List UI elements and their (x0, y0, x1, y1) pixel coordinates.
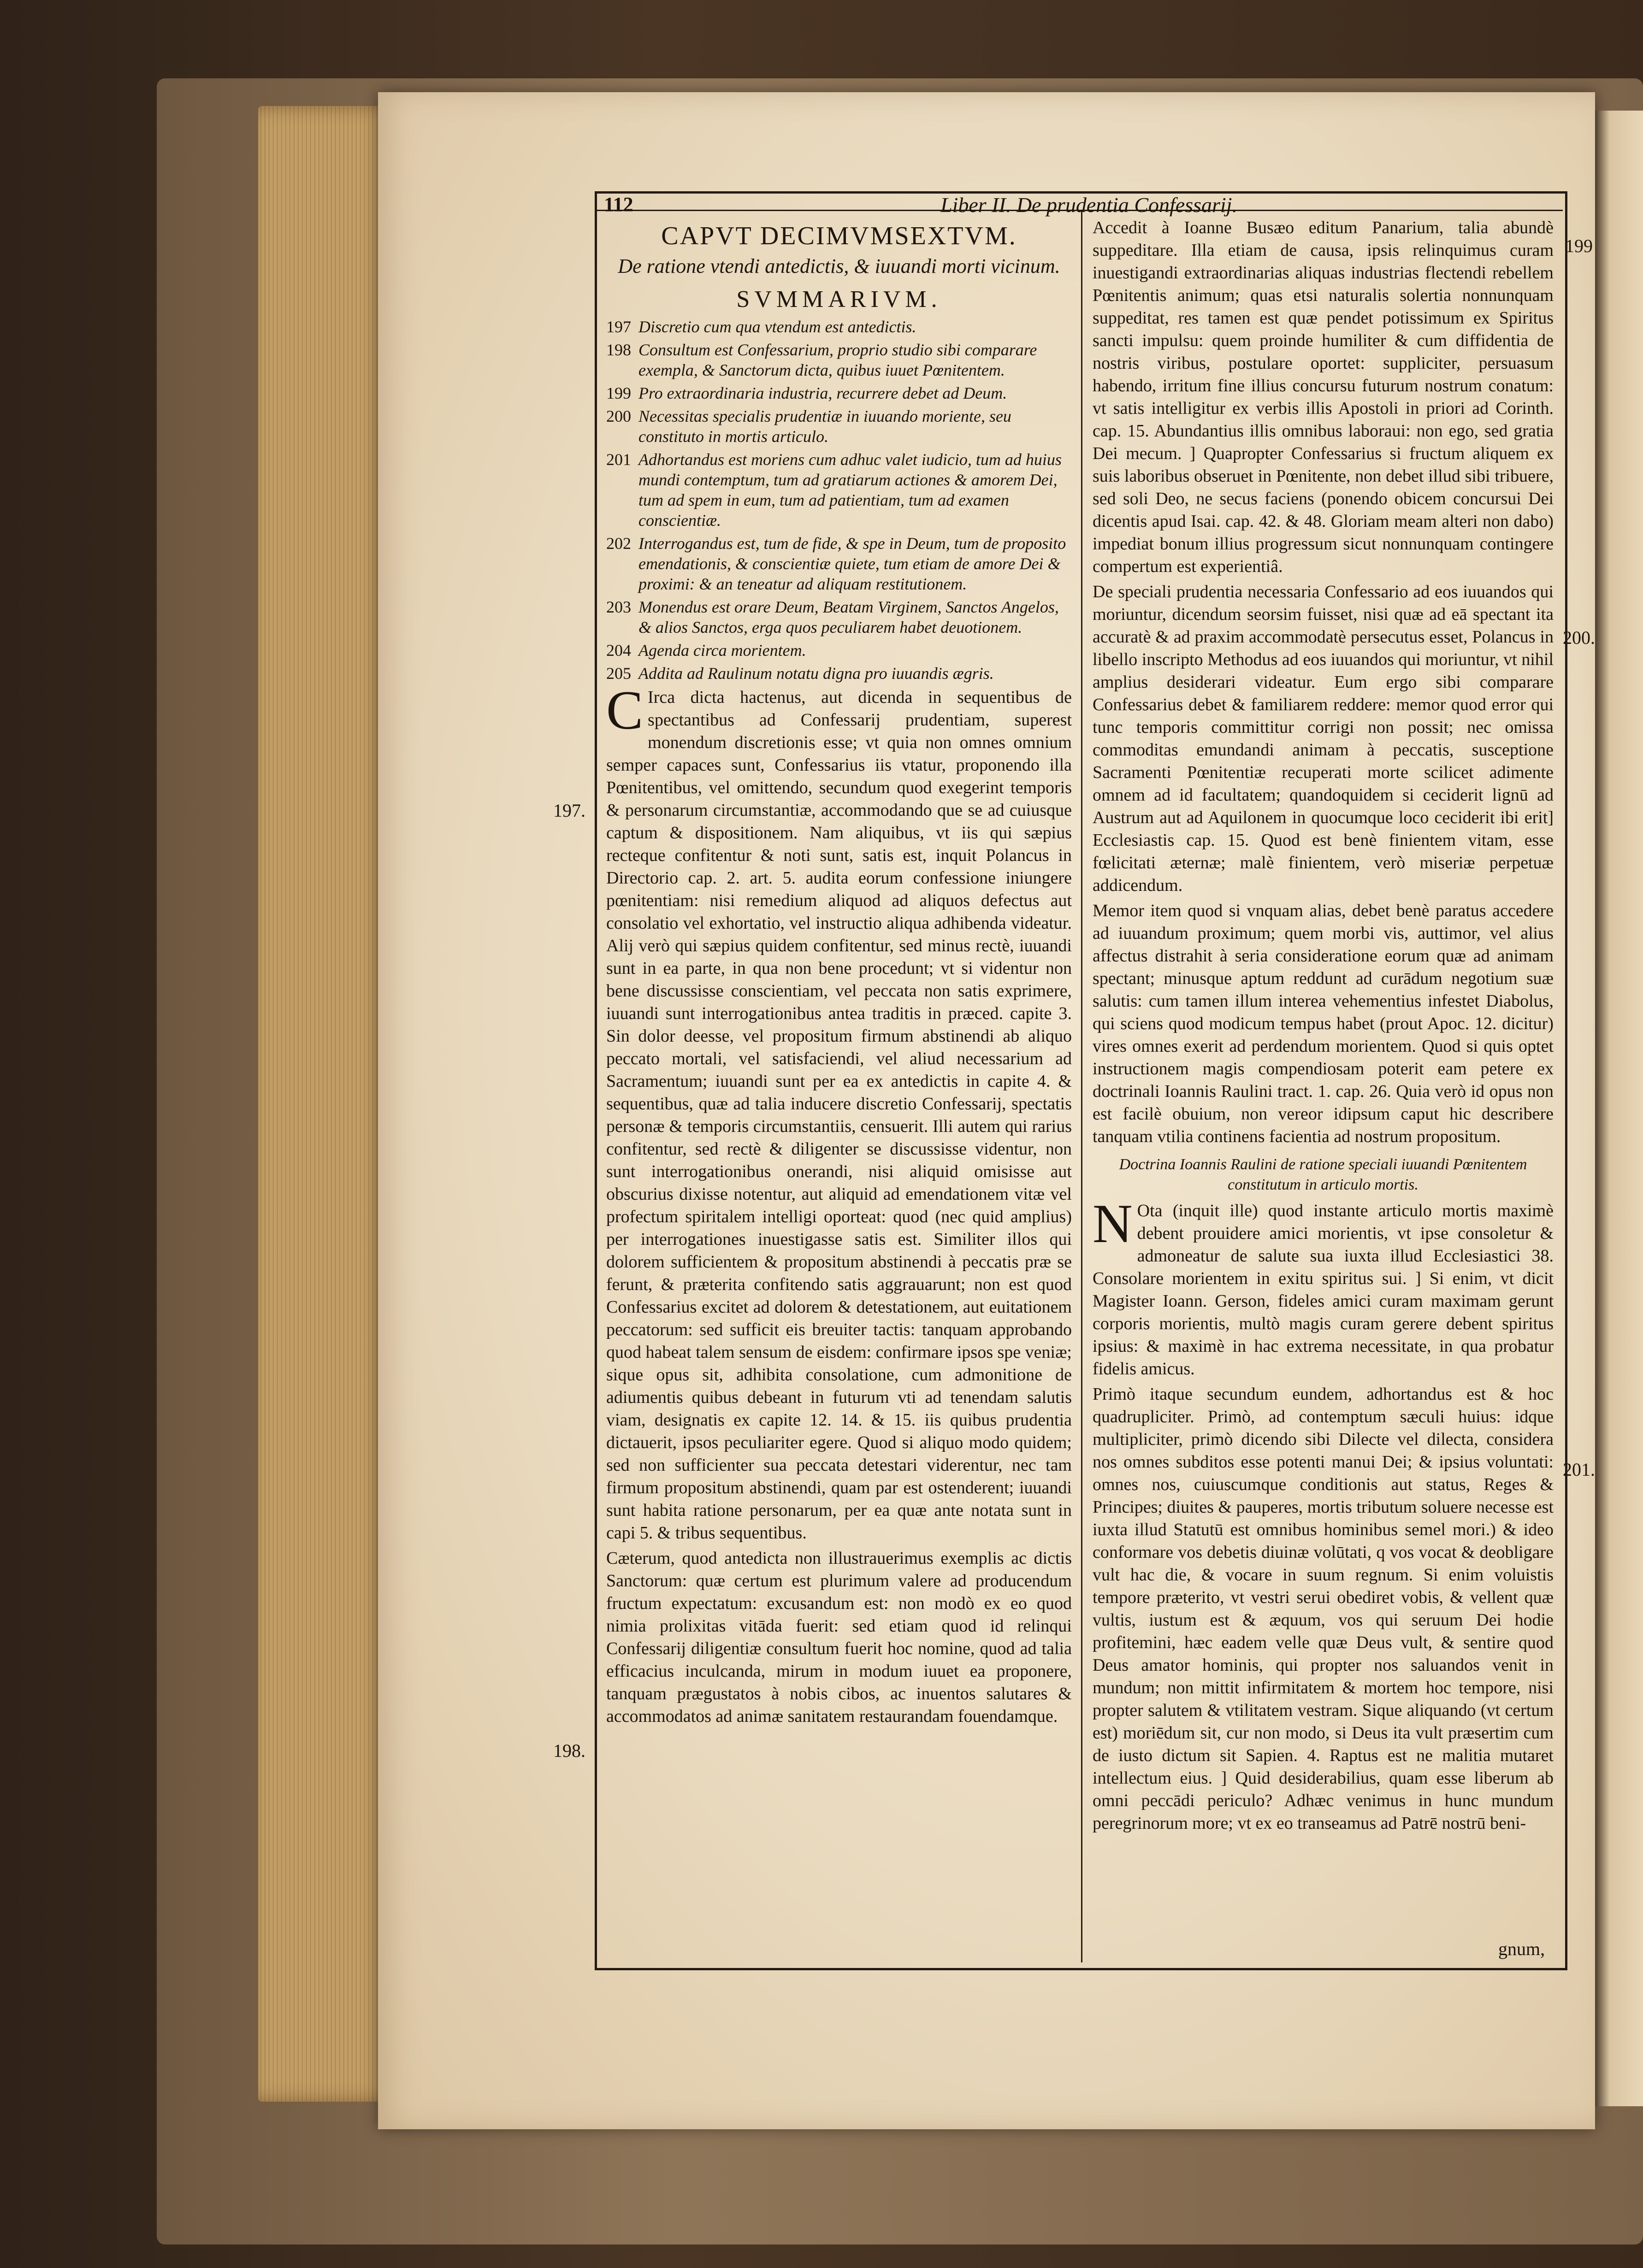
catchword: gnum, (1498, 1938, 1545, 1959)
paragraph-text: Ota (inquit ille) quod instante articulo mortis maximè debent prouidere amici morientis, vt ipse consoletur & admoneatur de salute sua iuxta illud Ecclesiastici 38. Consolare morientem in exitu spiritus sui. ] Si enim, vt dicit Magister Ioann. Gerson, fideles amici curam maximam gerunt corporis morientis, multò magis curam gerere debent spiritus ipsius: & maximè in hac extrema necessitate, in qua probatur fidelis amicus. (1093, 1201, 1554, 1378)
summary-number: 204 (606, 641, 631, 660)
drop-cap: N (1093, 1193, 1133, 1254)
page-number: 112 (604, 193, 633, 216)
summary-item (606, 533, 1072, 594)
paragraph-text: Irca dicta hactenus, aut dicenda in sequentibus de spectantibus ad Confessarij prudentiam, superest monendum discretionis esse; vt quia non omnes omnium semper capaces sunt, Confessarius iis vtatur, proponendo illa Pœnitentibus, vel omittendo, secundum quod exegerint temporis & personarum circumstantiæ, accommodando que se ad cuiusque captum & dispositionem. Nam aliquibus, vt iis qui sæpius recteque confitentur & noti sunt, satis est, inquit Polancus in Directorio cap. 2. art. 5. audita eorum confessione iniungere pœnitentiam: nisi remedium aliquod ad aliquos defectus aut consolatio vel exhortatio, vel instructio aliqua adhibenda videatur. Alij verò qui sæpius quidem confitentur, sed minus rectè, iuuandi sunt in ea parte, in qua non bene procedunt; vt si videntur non bene discussisse conscientiam, vel peccata non satis exprimere, iuuandi sunt interrogationibus antea traditis in præced. capite 3. Sin dolor deesse, vel propositum firmum abstinendi ab aliquo peccato mortali, vel satisfaciendi, vel aliud necessarium ad Sacramentum; iuuandi sunt per ea ex antedictis in capite 4. & sequentibus, quæ ad talia inducere discretio Confessarij, spectatis personæ & temporis circumstantiis, censuerit. Illi autem qui rarius confitentur, sed rectè & diligenter se discussisse videntur, non sunt interrogationibus onerandi, nisi aliquid omisisse aut obscurius dixisse notentur, aut aliquid ad emendationem vitæ vel profectum spiritalem intelligi oporteat: quod (nec quid amplius) per interrogationes inuestigasse satis est. Similiter illos qui dolorem sufficientem & propositum abstinendi à peccatis præ se ferunt, & præterita confitendo satis aggrauarunt; non est quod Confessarius excitet ad dolorem & detestationem, aut euitationem peccatorum: sed sufficit eis breuiter tactis: tanquam approbando quod habeat talem sensum de eisdem: confirmare ipsos spe veniæ; sique opus sit, adhibita consolatione, cum admonitione de adiumentis quibus debeant in futurum vti ad tenendam salutis viam, designatis ex capite 12. 14. & 15. iis quibus prudentia dictauerit, ipsos peculiariter egere. Quod si aliquo modo quidem; sed non sufficienter sua peccata detestari viderentur, nec tam firmum propositum abstinendi, quam par est ostenderent; iuuandi sunt habita ratione personarum, per ea quæ ante notata sunt in capi 5. & tribus sequentibus. (606, 688, 1072, 1543)
summary-item (606, 449, 1072, 530)
left-column (606, 217, 1072, 1731)
summary-number: 197 (606, 318, 631, 336)
body-paragraph (1093, 217, 1554, 578)
drop-cap: C (606, 679, 644, 741)
summary-number: 199 (606, 384, 631, 402)
summary-number: 202 (606, 534, 631, 553)
summary-number: 205 (606, 664, 631, 683)
chapter-title: CAPVT DECIMVMSEXTVM. (661, 222, 1017, 250)
summary-item (606, 383, 1072, 403)
summary-item (606, 317, 1072, 337)
paragraph-text: Cæterum, quod antedicta non illustrauerimus exemplis ac dictis Sanctorum: quæ certum est plurimum valere ad producendum fructum expectatum: excusandum est: non modò ex eo quod nimia prolixitas vitāda fuerit: sed etiam quod id relinqui Confessarij diligentiæ consultum fuerit hoc nomine, quod ad talia efficacius inculcanda, mirum in modum iuuet ea proponere, tanquam prægustatos à nobis cibos, ac inuentos salutares & accommodatos ad animæ sanitatem restaurandam fouendamque. (606, 1549, 1072, 1726)
margin-number-201: 201. (1563, 1459, 1595, 1480)
paragraph-text: Primò itaque secundum eundem, adhortandus est & hoc quadrupliciter. Primò, ad contemptum sæculi huius: idque multipliciter, primò dicendo sibi Dilecte vel dilecta, considera nos omnes subditos esse potenti manui Dei; & ipsius voluntati: omnes nos, cuiuscumque conditionis aut status, Reges & Principes; diuites & pauperes, mortis tributum soluere necesse est iuxta illud Statutū est omnibus hominibus semel mori.) & ideo conformare vos debetis diuinæ volūtati, q vos vocat & deobligare vult hac die, & vocare in suum regnum. Si enim voluistis tempore præterito, vt vestri serui obediret vobis, & vellent quæ vultis, iustum est & æquum, vos qui seruum Dei hodie profitemini, hæc eadem velle quæ Deus vult, & sentire quod Deus amator hominis, qui propter nos saluandos venit in mundum; non mittit infirmitatem & mortem hoc tempore, nisi propter salutem & vtilitatem vestram. Sique aliquando (vt certum est) moriēdum sit, cur non modo, si Deus ita vult præsertim cum de iusto dictum sit Sapien. 4. Raptus est ne malitia mutaret intellectum eius. ] Quid desiderabilius, quam esse liberum ab omni peccādi periculo? Adhæc venimus in hunc mundum peregrinorum more; vt ex eo transeamus ad Patrē nostrū beni- (1093, 1384, 1554, 1833)
section-heading: Doctrina Ioannis Raulini de ratione speciali iuuandi Pœnitentem constitutum in articulo mortis. (1119, 1156, 1527, 1193)
page-edges (258, 106, 396, 2102)
body-paragraph (606, 679, 1072, 1544)
summary-text: Discretio cum qua vtendum est antedictis. (638, 318, 916, 336)
summary-item (606, 406, 1072, 447)
paragraph-text: Memor item quod si vnquam alias, debet benè paratus accedere ad iuuandum proximum; quem morbi vis, auttimor, vel alius affectus distrahit à seria consideratione eorum quæ ad animam spectant; minusque aptum reddunt ad curādum negotium suæ salutis: cum tamen illum interea vehementius infestet Diabolus, qui sciens quod modicum tempus habet (prout Apoc. 12. dicitur) vires omnes exerit ad perdendum morientem. Quod si quis optet instructionem magis compendiosam poterit eam petere ex doctrinali Ioannis Raulini tract. 1. cap. 26. Quia verò id opus non est facilè obuium, non vereor idipsum caput hic describere tanquam vtilia continens facientia ad nostrum propositum. (1093, 901, 1554, 1146)
column-rule (1081, 211, 1082, 1962)
summary-text: Interrogandus est, tum de fide, & spe in Deum, tum de proposito emendationis, & conscientiæ quiete, tum etiam de amore Dei & proximi: & an teneatur ad aliquam restitutionem. (638, 534, 1066, 593)
summary-title: SVMMARIVM. (736, 286, 942, 312)
summary-number: 203 (606, 598, 631, 616)
summary-text: Adhortandus est moriens cum adhuc valet iudicio, tum ad huius mundi contemptum, tum ad gratiarum actiones & amorem Dei, tum ad spem in eum, tum ad patientiam, tum ad examen conscientiæ. (638, 450, 1062, 530)
right-page-edge (1595, 111, 1643, 2106)
summary-number: 201 (606, 450, 631, 469)
running-head: Liber II. De prudentia Confessarij. (940, 193, 1237, 217)
summary-item (606, 340, 1072, 380)
body-paragraph (1093, 900, 1554, 1148)
body-paragraph (1093, 1383, 1554, 1835)
margin-number-198: 198. (553, 1740, 585, 1761)
paragraph-text: De speciali prudentia necessaria Confessario ad eos iuuandos qui moriuntur, dicendum seorsim fuisset, nisi quæ ad eā spectant ita accuratè & ad praxim accommodatè persecutus esset, Polancus in libello inscripto Methodus ad eos iuuandos qui moriuntur, vt nihil amplius desiderari videatur. Eum ergo sibi comparare Confessarius debet & familiarem reddere: memor quod error qui tunc temporis committitur corrigi non possit; nec omissa commoditas emundandi animam à peccatis, susceptione Sacramenti Pœnitentiæ recuperati morte scilicet adimente omnem ad id facultatem; quandoquidem si ceciderit lignū ad Austrum aut ad Aquilonem in quocumque loco ceciderit ibi erit] Ecclesiastis cap. 15. Quod est benè finientem vitam, esse fœlicitati æternæ; malè finientem, verò miseriæ perpetuæ addicendum. (1093, 582, 1554, 895)
margin-number-197: 197. (553, 800, 585, 821)
summary-number: 200 (606, 407, 631, 425)
summary-item (606, 663, 1072, 683)
summary-item (606, 597, 1072, 637)
summary-number: 198 (606, 341, 631, 359)
summary-text: Monendus est orare Deum, Beatam Virginem, Sanctos Angelos, & alios Sanctos, erga quos peculiarem habet deuotionem. (638, 598, 1059, 636)
body-paragraph (1093, 581, 1554, 897)
summary-text: Necessitas specialis prudentiæ in iuuando moriente, seu constituto in mortis articulo. (638, 407, 1011, 446)
summary-text: Pro extraordinaria industria, recurrere debet ad Deum. (638, 384, 1007, 402)
margin-number-200: 200. (1563, 627, 1595, 648)
bottom-rule (595, 1968, 1563, 1969)
body-paragraph (606, 1547, 1072, 1728)
chapter-subtitle: De ratione vtendi antedictis, & iuuandi morti vicinum. (618, 255, 1060, 277)
summary-text: Consultum est Confessarium, proprio studio sibi comparare exempla, & Sanctorum dicta, quibus iuuet Pœnitentem. (638, 341, 1037, 379)
summary-item (606, 640, 1072, 660)
summary-text: Agenda circa morientem. (638, 641, 806, 660)
summary-text: Addita ad Raulinum notatu digna pro iuuandis ægris. (638, 664, 994, 683)
body-paragraph (1093, 1193, 1554, 1380)
summary-list (606, 317, 1072, 683)
right-column (1093, 217, 1554, 1838)
margin-number-199: 199 (1565, 236, 1593, 256)
paragraph-text: Accedit à Ioanne Busæo editum Panarium, talia abundè suppeditare. Illa etiam de causa, ipsis relinquimus curam inuestigandi extraordinarias aliquas industrias flectendi rebellem Pœnitentis animum; quas etsi naturalis solertia nonnunquam suppeditat, res tamen est quæ pendet potissimum ex Spiritus sancti impulsu: quem proinde humiliter & cum diffidentia de nostris viribus, postulare oportet: suppliciter, persuasum habendo, irritum fine illius concursu futurum nostrum conatum: vt satis intelligitur ex verbis illis Apostoli in priori ad Corinth. cap. 15. Abundantius illis omnibus laboraui: non ego, sed gratia Dei mecum. ] Quapropter Confessarius si fructum aliquem ex suis laboribus obseruet in Pœnitente, non debet illud sibi tribuere, sed soli Deo, ne secus faciens (ponendo obicem concursui Dei dicentis apud Isai. cap. 42. & 48. Gloriam meam alteri non dabo) impediat bonum illius progressum sicut nonnunquam contingere compertum est experientiâ. (1093, 218, 1554, 576)
